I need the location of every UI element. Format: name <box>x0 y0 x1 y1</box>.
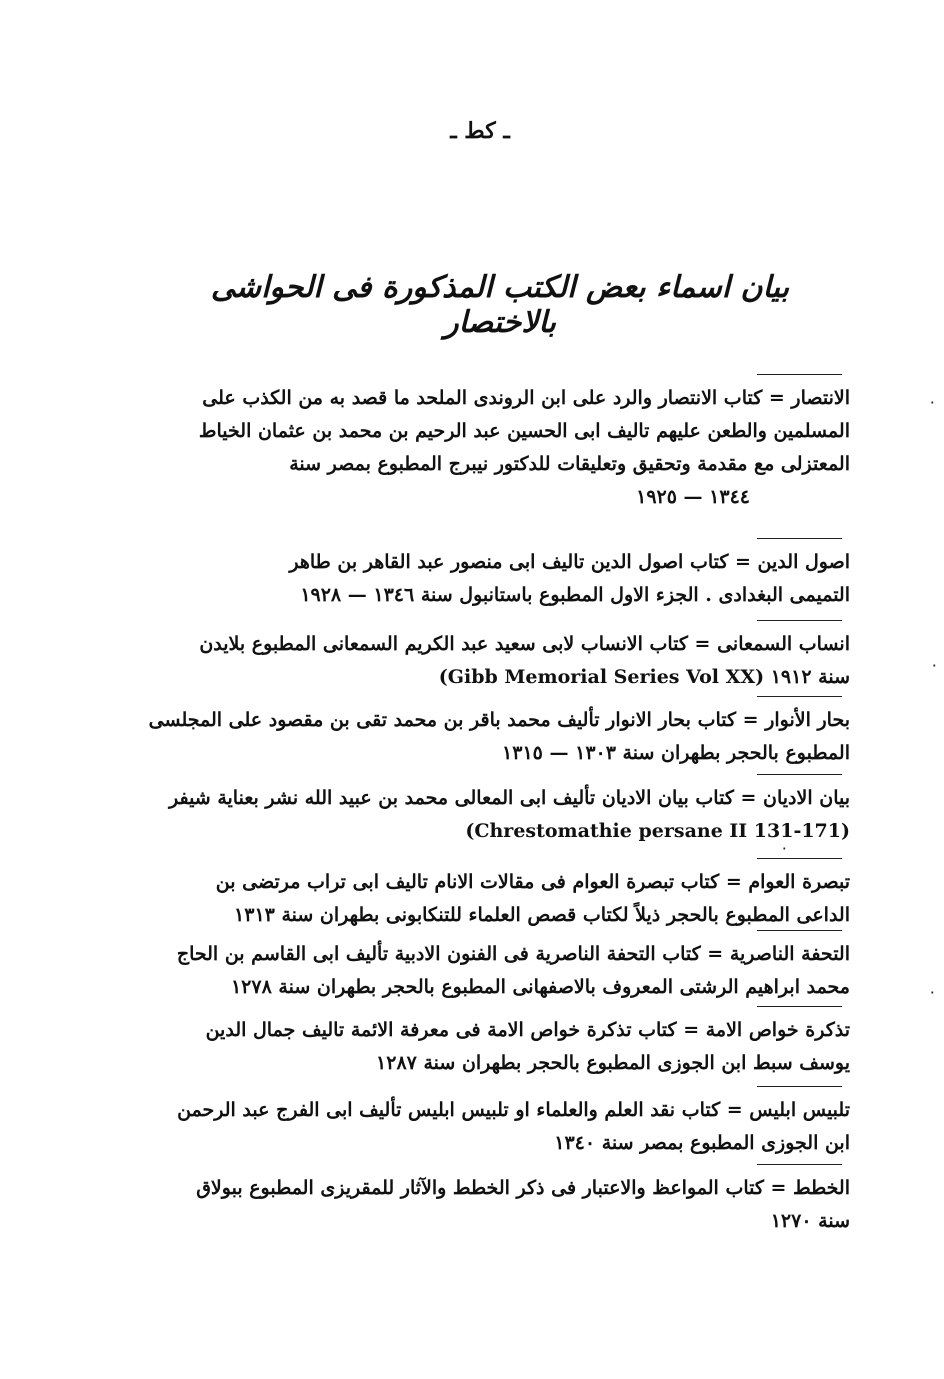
entry-rule <box>757 374 842 375</box>
page-number: ـ كط ـ <box>450 118 510 144</box>
bibliography-entry <box>150 628 850 694</box>
entry-rule <box>757 930 842 931</box>
entry-line: سنة ١٩١٢ (Gibb Memorial Series Vol XX) <box>438 666 850 688</box>
bibliography-entry <box>150 1172 850 1238</box>
entry-line: الخطط = كتاب المواعظ والاعتبار فى ذكر الخطط والآثار للمقريزى المطبوع ببولاق <box>196 1177 850 1199</box>
entry-line: (Chrestomathie persane II 131-171) <box>465 820 850 842</box>
entry-line: الانتصار = كتاب الانتصار والرد على ابن الروندى الملحد ما قصد به من الكذب على <box>202 387 850 409</box>
margin-mark: ٠ <box>930 655 939 674</box>
entry-line: بيان الاديان = كتاب بيان الاديان تأليف ابى المعالى محمد بن عبيد الله نشر بعناية شيفر <box>168 787 850 809</box>
entry-line: تذكرة خواص الامة = كتاب تذكرة خواص الامة فى معرفة الائمة تاليف جمال الدين <box>205 1019 850 1041</box>
page-heading: بيان اسماء بعض الكتب المذكورة فى الحواشى بالاختصار <box>210 270 790 340</box>
margin-mark: ٠ <box>928 392 937 411</box>
bibliography-entry <box>150 704 850 770</box>
bibliography-entry <box>150 938 850 1004</box>
entry-line: المطبوع بالحجر بطهران سنة ١٣٠٣ — ١٣١٥ <box>502 742 850 764</box>
bibliography-entry <box>150 546 850 612</box>
margin-mark: ٠ <box>928 982 937 1001</box>
bibliography-entry <box>150 1094 850 1160</box>
entry-line: سنة ١٢٧٠ <box>770 1210 850 1232</box>
entry-rule <box>757 858 842 859</box>
entry-line: انساب السمعانى = كتاب الانساب لابى سعيد عبد الكريم السمعانى المطبوع بلايدن <box>199 633 850 655</box>
bibliography-entry <box>150 782 850 848</box>
entry-line: التميمى البغدادى . الجزء الاول المطبوع باستانبول سنة ١٣٤٦ — ١٩٢٨ <box>300 584 850 606</box>
entry-line: ابن الجوزى المطبوع بمصر سنة ١٣٤٠ <box>554 1132 850 1154</box>
margin-mark: ٠ <box>780 838 789 857</box>
entry-line: المسلمين والطعن عليهم تاليف ابى الحسين عبد الرحيم بن محمد بن عثمان الخياط <box>198 420 850 442</box>
entry-line: يوسف سبط ابن الجوزى المطبوع بالحجر بطهران سنة ١٢٨٧ <box>376 1052 850 1074</box>
entry-rule <box>757 774 842 775</box>
entry-line: اصول الدين = كتاب اصول الدين تاليف ابى منصور عبد القاهر بن طاهر <box>289 551 850 573</box>
bibliography-entry <box>150 1014 850 1080</box>
entry-rule <box>757 1086 842 1087</box>
entry-rule <box>757 1006 842 1007</box>
entry-line: بحار الأنوار = كتاب بحار الانوار تأليف محمد باقر بن محمد تقى بن مقصود على المجلسى <box>148 709 850 731</box>
bibliography-entry <box>150 866 850 932</box>
bibliography-entry <box>150 382 850 514</box>
entry-rule <box>757 538 842 539</box>
entry-rule <box>757 620 842 621</box>
entry-line: محمد ابراهيم الرشتى المعروف بالاصفهانى المطبوع بالحجر بطهران سنة ١٢٧٨ <box>230 976 850 998</box>
entry-line: الداعى المطبوع بالحجر ذيلاً لكتاب قصص العلماء للتنكابونى بطهران سنة ١٣١٣ <box>234 904 850 926</box>
entry-line: تلبيس ابليس = كتاب نقد العلم والعلماء او تلبيس ابليس تأليف ابى الفرج عبد الرحمن <box>177 1099 850 1121</box>
entry-line: المعتزلى مع مقدمة وتحقيق وتعليقات للدكتور نيبرج المطبوع بمصر سنة <box>289 453 850 475</box>
entry-rule <box>757 1164 842 1165</box>
entry-line: تبصرة العوام = كتاب تبصرة العوام فى مقالات الانام تاليف ابى تراب مرتضى بن <box>215 871 850 893</box>
entry-line: ١٣٤٤ — ١٩٢٥ <box>636 486 750 508</box>
entry-rule <box>757 696 842 697</box>
entry-line: التحفة الناصرية = كتاب التحفة الناصرية فى الفنون الادبية تأليف ابى القاسم بن الحاج <box>176 943 850 965</box>
